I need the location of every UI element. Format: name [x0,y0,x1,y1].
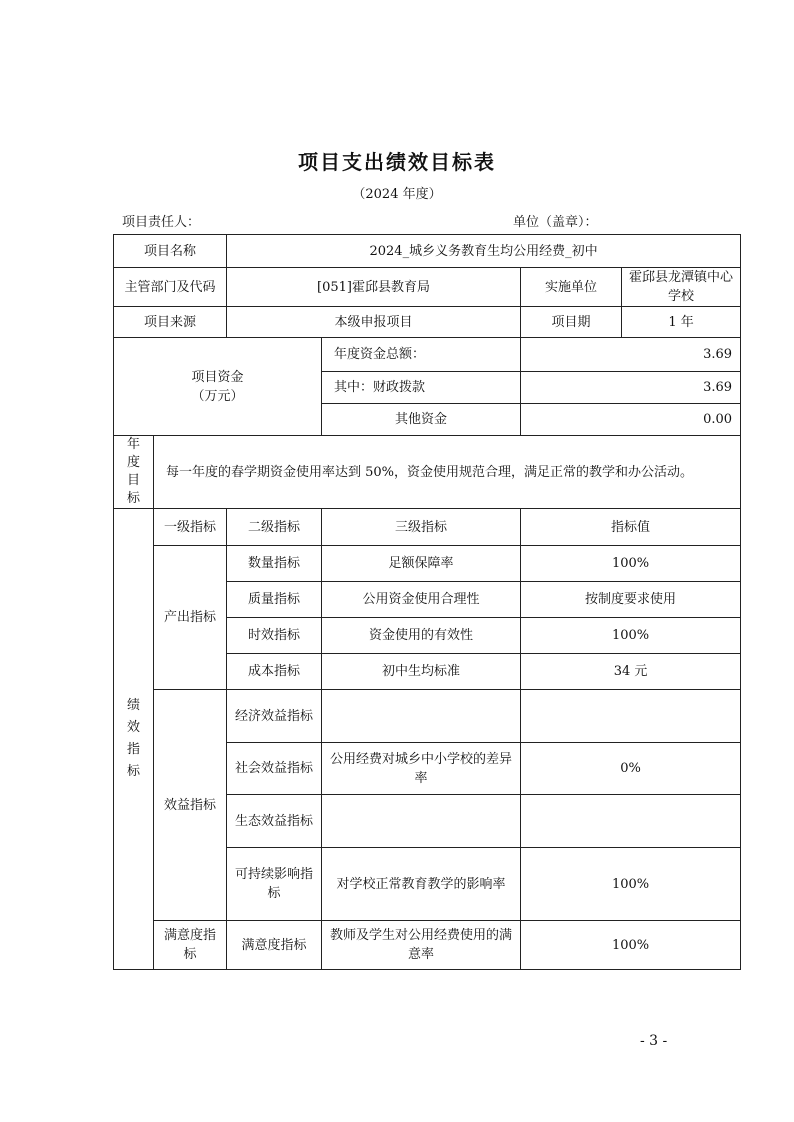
funds-total-value: 3.69 [521,338,741,372]
page-title: 项目支出绩效目标表 [298,150,496,174]
level3-cell: 公用经费对城乡中小学校的差异率 [322,743,521,795]
table-row [114,690,741,743]
row-project-name [114,235,741,268]
indicators-section-cell [114,509,154,970]
funds-other-label: 其他资金 [322,404,521,436]
row-project-source [114,307,741,338]
level3-cell [322,795,521,848]
header-value: 指标值 [521,509,741,546]
level2-cell: 可持续影响指标 [227,848,322,921]
value-cell: 100% [521,921,741,970]
table-row [114,921,741,970]
level3-cell [322,690,521,743]
funds-unit: （万元） [191,388,244,404]
output-indicator-label: 产出指标 [154,546,227,690]
project-period-value: 1 年 [622,307,741,338]
implementing-unit-label: 实施单位 [521,268,622,307]
value-cell: 100% [521,546,741,582]
row-department [114,268,741,307]
benefit-indicator-label: 效益指标 [154,690,227,921]
level3-cell: 足额保障率 [322,546,521,582]
value-cell: 0% [521,743,741,795]
value-cell: 按制度要求使用 [521,582,741,618]
value-cell [521,795,741,848]
indicators-section-label: 绩效指标 [126,698,140,779]
table-row [114,546,741,582]
annual-goal-text: 每一年度的春学期资金使用率达到 50%，资金使用规范合理，满足正常的教学和办公活动。 [154,436,741,509]
implementing-unit-value: 霍邱县龙潭镇中心学校 [622,268,741,307]
annual-goal-label: 年度目标 [126,437,140,506]
performance-target-table [113,234,741,970]
funds-label: 项目资金 [191,369,244,385]
satisfaction-indicator-label: 满意度指标 [154,921,227,970]
page-number: - 3 - [640,1033,668,1049]
level3-cell: 公用资金使用合理性 [322,582,521,618]
level3-cell: 初中生均标准 [322,654,521,690]
level2-cell: 生态效益指标 [227,795,322,848]
responsible-person-label: 项目责任人： [122,215,201,230]
value-cell [521,690,741,743]
row-indicator-header [114,509,741,546]
annual-goal-label-cell [114,436,154,509]
level2-cell: 成本指标 [227,654,322,690]
row-annual-goal [114,436,741,509]
funds-label-cell [114,338,322,436]
value-cell: 100% [521,618,741,654]
year-label: （2024 年度） [352,187,442,202]
funds-total-label: 年度资金总额： [322,338,521,372]
level3-cell: 资金使用的有效性 [322,618,521,654]
level2-cell: 经济效益指标 [227,690,322,743]
value-cell: 100% [521,848,741,921]
project-source-label: 项目来源 [114,307,227,338]
level2-cell: 满意度指标 [227,921,322,970]
level2-cell: 质量指标 [227,582,322,618]
level3-cell: 对学校正常教育教学的影响率 [322,848,521,921]
level3-cell: 教师及学生对公用经费使用的满意率 [322,921,521,970]
department-label: 主管部门及代码 [114,268,227,307]
level2-cell: 时效指标 [227,618,322,654]
value-cell: 34 元 [521,654,741,690]
project-source-value: 本级申报项目 [227,307,521,338]
funds-other-value: 0.00 [521,404,741,436]
department-value: [051]霍邱县教育局 [227,268,521,307]
header-level1: 一级指标 [154,509,227,546]
header-level2: 二级指标 [227,509,322,546]
funds-fiscal-label: 其中：财政拨款 [322,372,521,404]
level2-cell: 数量指标 [227,546,322,582]
project-name-label: 项目名称 [114,235,227,268]
project-name-value: 2024_城乡义务教育生均公用经费_初中 [227,235,741,268]
row-funds-total [114,338,741,372]
project-period-label: 项目期 [521,307,622,338]
funds-fiscal-value: 3.69 [521,372,741,404]
header-level3: 三级指标 [322,509,521,546]
level2-cell: 社会效益指标 [227,743,322,795]
unit-seal-label: 单位（盖章）： [513,215,598,230]
